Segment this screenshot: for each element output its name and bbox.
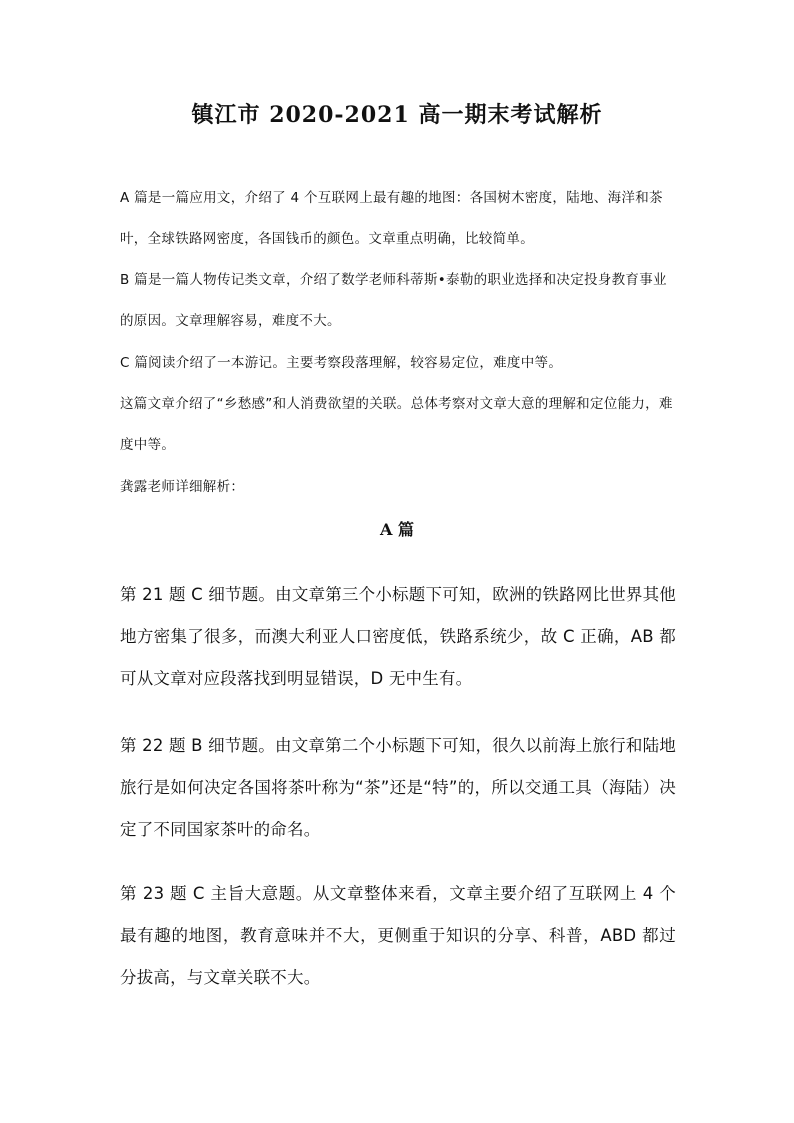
document-title: 镇江市 2020-2021 高一期末考试解析	[191, 102, 603, 128]
summary-passage-b: B 篇是一篇人物传记类文章，介绍了数学老师科蒂斯•泰勒的职业选择和决定投身教育事业的原因。文章理解容易，难度不大。	[120, 272, 667, 329]
answer-q23: 第 23 题 C 主旨大意题。从文章整体来看，文章主要介绍了互联网上 4 个最有趣的地图，教育意味并不大，更侧重于知识的分享、科普，ABD 都过分拔高，与文章关联不大。	[120, 884, 676, 987]
teacher-analysis-label: 龚露老师详细解析：	[120, 479, 245, 495]
answer-q22: 第 22 题 B 细节题。由文章第二个小标题下可知，很久以前海上旅行和陆地旅行是如何决定各国将茶叶称为“茶”还是“特”的，所以交通工具（海陆）决定了不同国家茶叶的命名。	[120, 736, 676, 839]
summary-passage-a: A 篇是一篇应用文，介绍了 4 个互联网上最有趣的地图：各国树木密度，陆地、海洋和茶叶，全球铁路网密度，各国钱币的颜色。文章重点明确，比较简单。	[120, 190, 663, 247]
section-heading-a: A 篇	[380, 520, 414, 539]
summary-passage-c: C 篇阅读介绍了一本游记。主要考察段落理解，较容易定位，难度中等。	[120, 355, 563, 371]
summary-passage-d: 这篇文章介绍了“乡愁感”和人消费欲望的关联。总体考察对文章大意的理解和定位能力，难度中等。	[120, 396, 673, 453]
answer-q21: 第 21 题 C 细节题。由文章第三个小标题下可知，欧洲的铁路网比世界其他地方密集了很多，而澳大利亚人口密度低，铁路系统少，故 C 正确，AB 都可从文章对应段落找到明显错误，D 无中生有。	[120, 585, 676, 688]
